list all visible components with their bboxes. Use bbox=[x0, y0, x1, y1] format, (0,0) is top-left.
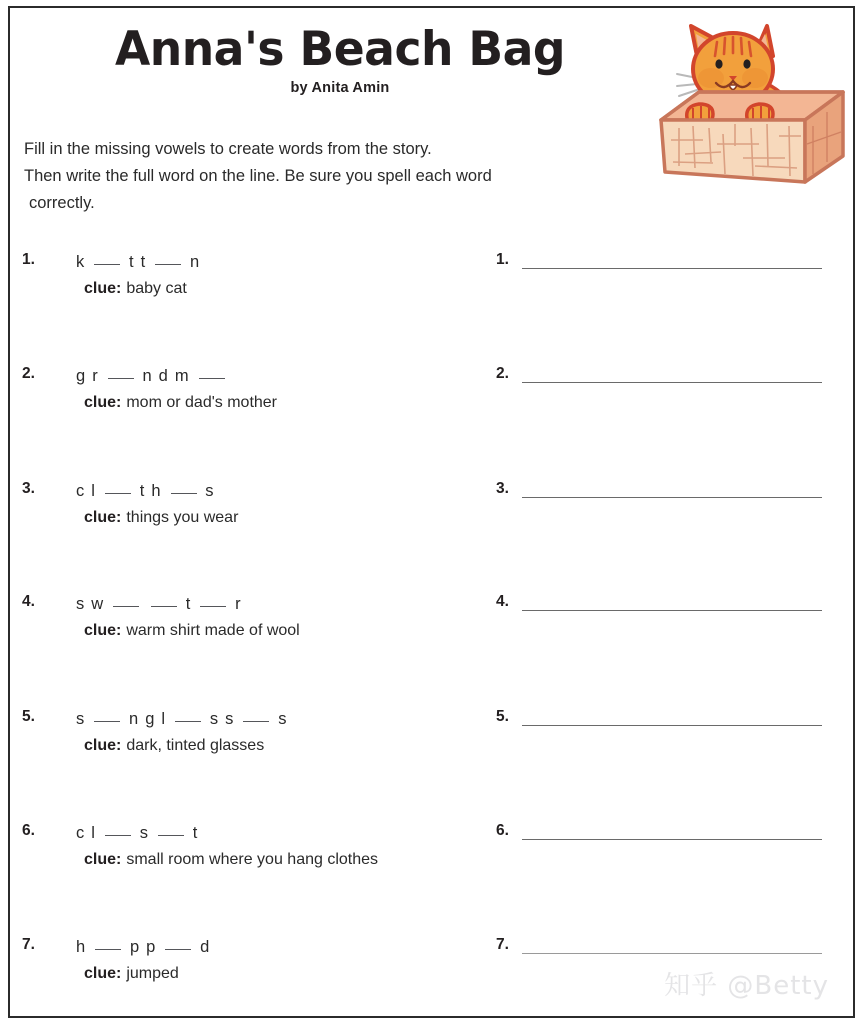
clue-text: jumped bbox=[126, 965, 179, 982]
question-number: 2. bbox=[22, 365, 35, 382]
answer-slot[interactable] bbox=[496, 365, 836, 389]
vowel-blank[interactable] bbox=[113, 593, 139, 607]
question-clue bbox=[84, 622, 300, 640]
vowel-blank[interactable] bbox=[158, 822, 184, 836]
vowel-blank[interactable] bbox=[95, 936, 121, 950]
vowel-blank[interactable] bbox=[171, 480, 197, 494]
vowel-blank[interactable] bbox=[175, 708, 201, 722]
vowel-blank[interactable] bbox=[105, 822, 131, 836]
instruction-line-3: correctly. bbox=[29, 194, 95, 212]
clue-text: small room where you hang clothes bbox=[126, 851, 379, 868]
page-title: Anna's Beach Bag bbox=[114, 22, 566, 77]
answer-write-line[interactable] bbox=[522, 839, 822, 840]
question-pattern: s w t r bbox=[76, 595, 242, 613]
question-number: 1. bbox=[22, 251, 35, 268]
vowel-blank[interactable] bbox=[200, 593, 226, 607]
question-clue bbox=[84, 280, 187, 298]
answer-write-line[interactable] bbox=[522, 953, 822, 954]
answer-slot[interactable] bbox=[496, 936, 836, 960]
question-clue bbox=[84, 965, 179, 983]
instruction-line-2: Then write the full word on the line. Be sure you spell each word bbox=[24, 167, 492, 185]
question-pattern: s n g l s s s bbox=[76, 710, 288, 728]
answer-number: 1. bbox=[496, 251, 509, 268]
question-number: 5. bbox=[22, 708, 35, 725]
question-pattern: c l s t bbox=[76, 824, 199, 842]
question-number: 7. bbox=[22, 936, 35, 953]
question-number: 4. bbox=[22, 593, 35, 610]
clue-text: things you wear bbox=[126, 509, 239, 526]
question-number: 3. bbox=[22, 480, 35, 497]
vowel-blank[interactable] bbox=[94, 251, 120, 265]
answer-number: 7. bbox=[496, 936, 509, 953]
site-watermark: 知乎 @Betty bbox=[664, 971, 829, 1001]
clue-label: clue: bbox=[84, 509, 122, 526]
author-byline: by Anita Amin bbox=[290, 80, 390, 96]
answer-slot[interactable] bbox=[496, 480, 836, 504]
question-clue bbox=[84, 737, 264, 755]
question-clue bbox=[84, 851, 378, 869]
clue-text: dark, tinted glasses bbox=[126, 737, 265, 754]
clue-text: baby cat bbox=[126, 280, 187, 297]
clue-label: clue: bbox=[84, 965, 122, 982]
answer-write-line[interactable] bbox=[522, 610, 822, 611]
answer-number: 6. bbox=[496, 822, 509, 839]
answer-number: 4. bbox=[496, 593, 509, 610]
vowel-blank[interactable] bbox=[165, 936, 191, 950]
clue-label: clue: bbox=[84, 851, 122, 868]
question-pattern: k t t n bbox=[76, 253, 201, 271]
instruction-line-1: Fill in the missing vowels to create words from the story. bbox=[24, 140, 432, 158]
clue-label: clue: bbox=[84, 280, 122, 297]
vowel-blank[interactable] bbox=[199, 365, 225, 379]
clue-text: warm shirt made of wool bbox=[126, 622, 300, 639]
answer-write-line[interactable] bbox=[522, 268, 822, 269]
clue-text: mom or dad's mother bbox=[126, 394, 278, 411]
vowel-blank[interactable] bbox=[94, 708, 120, 722]
answer-slot[interactable] bbox=[496, 593, 836, 617]
vowel-blank[interactable] bbox=[243, 708, 269, 722]
clue-label: clue: bbox=[84, 737, 122, 754]
answer-slot[interactable] bbox=[496, 708, 836, 732]
question-pattern: h p p d bbox=[76, 938, 211, 956]
vowel-blank[interactable] bbox=[108, 365, 134, 379]
answer-write-line[interactable] bbox=[522, 497, 822, 498]
question-pattern: c l t h s bbox=[76, 482, 215, 500]
answer-slot[interactable] bbox=[496, 251, 836, 275]
answer-number: 2. bbox=[496, 365, 509, 382]
answer-write-line[interactable] bbox=[522, 382, 822, 383]
question-number: 6. bbox=[22, 822, 35, 839]
clue-label: clue: bbox=[84, 622, 122, 639]
clue-label: clue: bbox=[84, 394, 122, 411]
question-clue bbox=[84, 394, 277, 412]
question-clue bbox=[84, 509, 238, 527]
vowel-blank[interactable] bbox=[155, 251, 181, 265]
answer-slot[interactable] bbox=[496, 822, 836, 846]
worksheet-page bbox=[8, 6, 855, 1018]
cat-in-box-illustration bbox=[655, 16, 850, 191]
answer-number: 5. bbox=[496, 708, 509, 725]
question-pattern: g r n d m bbox=[76, 365, 228, 386]
vowel-blank[interactable] bbox=[151, 593, 177, 607]
answer-number: 3. bbox=[496, 480, 509, 497]
answer-write-line[interactable] bbox=[522, 725, 822, 726]
vowel-blank[interactable] bbox=[105, 480, 131, 494]
instructions-block bbox=[24, 136, 624, 217]
